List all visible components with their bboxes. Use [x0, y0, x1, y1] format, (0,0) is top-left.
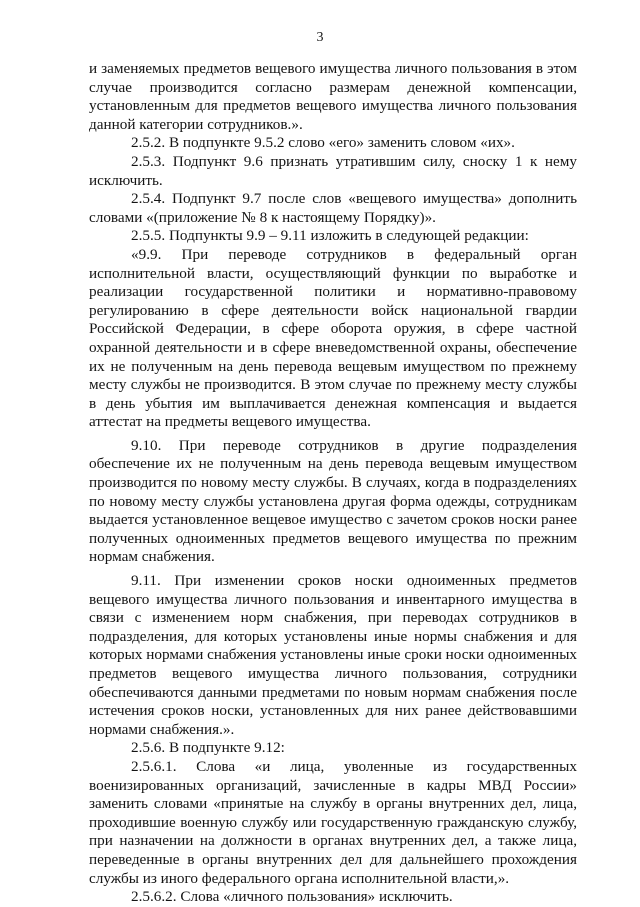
paragraph-2-5-5: 2.5.5. Подпункты 9.9 – 9.11 изложить в следующей редакции: [131, 227, 529, 245]
paragraph-continuation: и заменяемых предметов вещевого имущества личного пользования в этом случае производится согласно размерам денежной компенсации, установленным для предметов вещевого имущества личного пользования данной категории сотрудников.». [89, 60, 577, 133]
paragraph-2-5-6-1: 2.5.6.1. Слова «и лица, уволенные из государственных военизированных организаций, зачисленные в кадры МВД России» заменить словами «принятые на службу в органы внутренних дел, лица, проходившие военную службу или государственную гражданскую службу, при назначении на должности в органах внутренних дел, а также лица, переведенные в органы внутренних дел для дальнейшего прохождения службы из иного федерального органа исполнительной власти,». [89, 757, 577, 887]
document-body [89, 60, 577, 907]
paragraph-9-11: 9.11. При изменении сроков носки одноименных предметов вещевого имущества личного пользования и инвентарного имущества в связи с изменением норм снабжения, при переводах сотрудников в подразделения, для которых установлены иные нормы снабжения и для которых нормами снабжения установлены иные сроки носки одноименных предметов вещевого имущества личного пользования, сотрудники обеспечиваются данными предметами по новым нормам снабжения после истечения сроков носки, установленных для них ранее действовавшими нормами снабжения.». [89, 572, 577, 738]
paragraph-2-5-4: 2.5.4. Подпункт 9.7 после слов «вещевого имущества» дополнить словами «(приложение № 8 к настоящему Порядку)». [89, 190, 577, 226]
paragraph-2-5-2: 2.5.2. В подпункте 9.5.2 слово «его» заменить словом «их». [131, 134, 515, 152]
paragraph-2-5-6: 2.5.6. В подпункте 9.12: [131, 739, 285, 757]
page-number: 3 [316, 30, 324, 45]
paragraph-2-5-3: 2.5.3. Подпункт 9.6 признать утратившим силу, сноску 1 к нему исключить. [89, 152, 577, 189]
paragraph-2-5-6-2: 2.5.6.2. Слова «личного пользования» исключить. [131, 888, 453, 906]
paragraph-9-10: 9.10. При переводе сотрудников в другие подразделения обеспечение их не полученным на день перевода вещевым имуществом производится по новому месту службы. В случаях, когда в подразделениях по новому месту службы установлена другая форма одежды, сотрудникам выдается установленное вещевое имущество с зачетом сроков носки ранее полученных одноименных предметов вещевого имущества по прежним нормам снабжения. [89, 436, 577, 566]
paragraph-9-9: «9.9. При переводе сотрудников в федеральный орган исполнительной власти, осуществляющий функции по выработке и реализации государственной политики и нормативно-правовому регулированию в сфере деятельности войск национальной гвардии Российской Федерации, в сфере оборота оружия, в сфере частной охранной деятельности и в сфере вневедомственной охраны, обеспечение их не полученным на день перевода вещевым имуществом по прежнему месту службы не производится. В этом случае по прежнему месту службы в день убытия им выплачивается денежная компенсация и выдается аттестат на предметы вещевого имущества. [89, 245, 577, 431]
